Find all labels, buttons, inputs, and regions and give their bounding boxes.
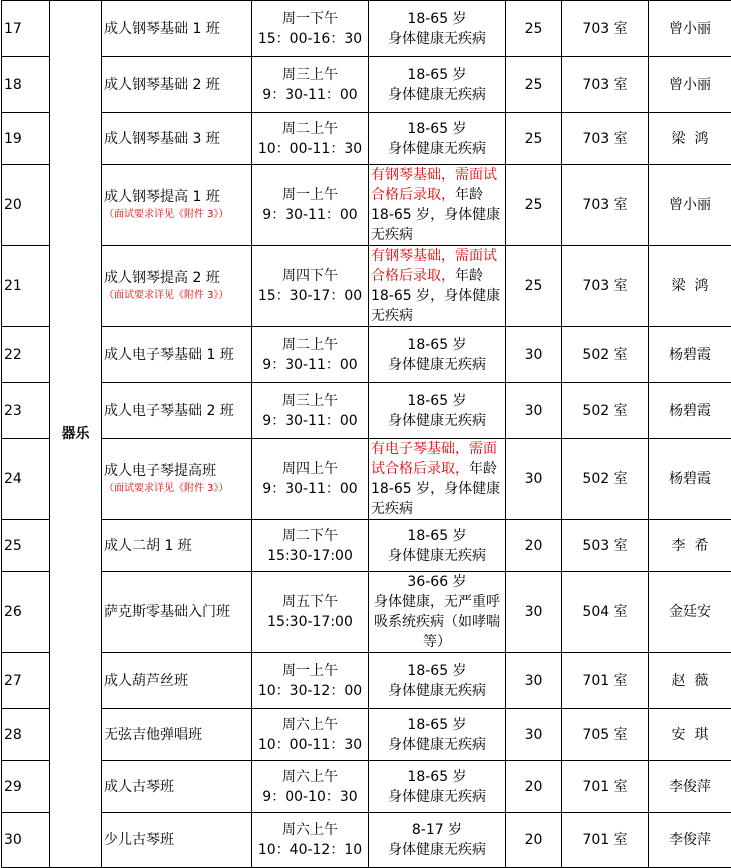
room: 701 室 xyxy=(582,673,627,689)
schedule-hours: 15:30-17:00 xyxy=(254,612,366,632)
row-number-cell xyxy=(2,327,50,383)
requirement-text: 18-65 岁 身体健康无疾病 xyxy=(388,391,486,431)
room: 504 室 xyxy=(582,604,627,620)
schedule-hours: 9：30-11：00 xyxy=(254,479,366,499)
capacity-cell xyxy=(506,520,562,572)
schedule-time-cell xyxy=(252,813,369,868)
row-number: 25 xyxy=(4,538,22,554)
room: 703 室 xyxy=(582,131,627,147)
schedule-day: 周六上午 xyxy=(254,715,366,735)
schedule-day: 周二上午 xyxy=(254,335,366,355)
room-cell xyxy=(562,383,649,439)
requirement-cell xyxy=(369,246,506,327)
schedule-hours: 9：30-11：00 xyxy=(254,355,366,375)
schedule-day: 周三上午 xyxy=(254,65,366,85)
capacity: 30 xyxy=(525,604,543,620)
teacher-cell xyxy=(649,653,731,709)
capacity: 25 xyxy=(525,278,543,294)
schedule-day: 周三上午 xyxy=(254,391,366,411)
requirement-cell xyxy=(369,709,506,761)
requirement-text: 18-65 岁 身体健康无疾病 xyxy=(388,9,486,49)
room-cell xyxy=(562,327,649,383)
requirement-text: 36-66 岁 身体健康，无严重呼吸系统疾病（如哮喘等） xyxy=(371,572,503,652)
course-name-cell xyxy=(102,327,252,383)
course-name: 成人电子琴基础 1 班 xyxy=(104,347,234,363)
table-row xyxy=(2,653,731,709)
teacher: 安 琪 xyxy=(672,727,709,743)
course-name: 少儿古琴班 xyxy=(104,832,174,848)
row-number-cell xyxy=(2,113,50,165)
requirement-highlight: 有钢琴基础，需面试合格后录取， xyxy=(371,167,497,203)
schedule-time-cell xyxy=(252,1,369,57)
row-number: 19 xyxy=(4,131,22,147)
teacher: 赵 薇 xyxy=(672,673,709,689)
room: 701 室 xyxy=(582,832,627,848)
teacher-cell xyxy=(649,709,731,761)
row-number: 17 xyxy=(4,21,22,37)
capacity-cell xyxy=(506,165,562,246)
requirement-cell xyxy=(369,113,506,165)
room-cell xyxy=(562,165,649,246)
capacity-cell xyxy=(506,1,562,57)
requirement-highlight: 有电子琴基础，需面试合格后录取， xyxy=(371,441,497,477)
requirement-text: 18-65 岁 身体健康无疾病 xyxy=(388,119,486,159)
schedule-hours: 9：30-11：00 xyxy=(254,411,366,431)
row-number: 18 xyxy=(4,77,22,93)
room: 703 室 xyxy=(582,278,627,294)
requirement-cell xyxy=(369,653,506,709)
table-row xyxy=(2,113,731,165)
room: 502 室 xyxy=(582,347,627,363)
teacher-cell xyxy=(649,572,731,653)
schedule-time-cell xyxy=(252,383,369,439)
row-number-cell xyxy=(2,246,50,327)
course-name-cell xyxy=(102,813,252,868)
capacity: 20 xyxy=(525,832,543,848)
row-number-cell xyxy=(2,57,50,113)
room: 703 室 xyxy=(582,21,627,37)
schedule-day: 周一上午 xyxy=(254,661,366,681)
schedule-time-cell xyxy=(252,113,369,165)
schedule-hours: 15：30-17：00 xyxy=(254,286,366,306)
teacher: 杨碧霞 xyxy=(669,347,711,363)
interview-note: （面试要求详见《附件 3》） xyxy=(104,481,249,497)
schedule-hours: 10：00-11：30 xyxy=(254,139,366,159)
room-cell xyxy=(562,57,649,113)
capacity: 20 xyxy=(525,538,543,554)
capacity: 30 xyxy=(525,673,543,689)
category-cell xyxy=(50,1,102,868)
capacity-cell xyxy=(506,246,562,327)
table-row xyxy=(2,57,731,113)
requirement-text: 18-65 岁 身体健康无疾病 xyxy=(388,335,486,375)
requirement-text: 年龄 18-65 岁，身体健康无疾病 xyxy=(371,461,500,517)
requirement-text: 年龄 18-65 岁，身体健康无疾病 xyxy=(371,268,500,324)
row-number-cell xyxy=(2,439,50,520)
schedule-hours: 10：30-12：00 xyxy=(254,681,366,701)
schedule-day: 周四上午 xyxy=(254,459,366,479)
row-number-cell xyxy=(2,761,50,813)
schedule-hours: 9：30-11：00 xyxy=(254,85,366,105)
table-row xyxy=(2,813,731,868)
course-name-cell xyxy=(102,165,252,246)
schedule-day: 周六上午 xyxy=(254,767,366,787)
table-row xyxy=(2,246,731,327)
room: 703 室 xyxy=(582,77,627,93)
requirement-cell xyxy=(369,761,506,813)
requirement-highlight: 有钢琴基础，需面试合格后录取， xyxy=(371,248,497,284)
teacher-cell xyxy=(649,1,731,57)
requirement-text: 18-65 岁 身体健康无疾病 xyxy=(388,715,486,755)
teacher-cell xyxy=(649,761,731,813)
course-name-cell xyxy=(102,439,252,520)
row-number: 29 xyxy=(4,779,22,795)
requirement-cell xyxy=(369,572,506,653)
requirement-text: 18-65 岁 身体健康无疾病 xyxy=(388,661,486,701)
requirement-cell xyxy=(369,327,506,383)
room-cell xyxy=(562,813,649,868)
capacity-cell xyxy=(506,439,562,520)
schedule-hours: 9：30-11：00 xyxy=(254,205,366,225)
schedule-day: 周一上午 xyxy=(254,185,366,205)
schedule-day: 周二下午 xyxy=(254,526,366,546)
course-schedule-table xyxy=(1,0,731,868)
capacity: 30 xyxy=(525,471,543,487)
capacity-cell xyxy=(506,113,562,165)
schedule-time-cell xyxy=(252,653,369,709)
capacity-cell xyxy=(506,709,562,761)
schedule-time-cell xyxy=(252,709,369,761)
row-number: 27 xyxy=(4,673,22,689)
room-cell xyxy=(562,761,649,813)
room-cell xyxy=(562,439,649,520)
schedule-hours: 15:30-17:00 xyxy=(254,546,366,566)
schedule-time-cell xyxy=(252,246,369,327)
room-cell xyxy=(562,113,649,165)
teacher-cell xyxy=(649,520,731,572)
requirement-text: 年龄 18-65 岁，身体健康无疾病 xyxy=(371,187,500,243)
teacher: 李 希 xyxy=(672,538,709,554)
schedule-time-cell xyxy=(252,327,369,383)
schedule-hours: 10：00-11：30 xyxy=(254,735,366,755)
schedule-day: 周四下午 xyxy=(254,266,366,286)
teacher-cell xyxy=(649,327,731,383)
capacity: 25 xyxy=(525,131,543,147)
table-body xyxy=(2,1,731,868)
requirement-cell xyxy=(369,1,506,57)
teacher-cell xyxy=(649,246,731,327)
room-cell xyxy=(562,572,649,653)
course-name: 成人葫芦丝班 xyxy=(104,673,188,689)
table-row xyxy=(2,383,731,439)
course-name: 萨克斯零基础入门班 xyxy=(104,604,230,620)
course-name: 无弦吉他弹唱班 xyxy=(104,727,202,743)
row-number: 26 xyxy=(4,604,22,620)
row-number-cell xyxy=(2,813,50,868)
room: 502 室 xyxy=(582,471,627,487)
schedule-time-cell xyxy=(252,57,369,113)
row-number: 30 xyxy=(4,832,22,848)
course-name-cell xyxy=(102,1,252,57)
teacher: 曾小丽 xyxy=(669,197,711,213)
row-number-cell xyxy=(2,709,50,761)
row-number-cell xyxy=(2,383,50,439)
room: 705 室 xyxy=(582,727,627,743)
capacity: 25 xyxy=(525,197,543,213)
course-name: 成人古琴班 xyxy=(104,779,174,795)
course-name: 成人钢琴基础 1 班 xyxy=(104,21,220,37)
table-row xyxy=(2,520,731,572)
course-name-cell xyxy=(102,653,252,709)
capacity-cell xyxy=(506,57,562,113)
requirement-text: 18-65 岁 身体健康无疾病 xyxy=(388,767,486,807)
capacity: 25 xyxy=(525,21,543,37)
room: 502 室 xyxy=(582,403,627,419)
requirement-cell xyxy=(369,813,506,868)
teacher: 曾小丽 xyxy=(669,77,711,93)
teacher-cell xyxy=(649,113,731,165)
requirement-cell xyxy=(369,520,506,572)
room-cell xyxy=(562,709,649,761)
course-name-cell xyxy=(102,520,252,572)
row-number: 20 xyxy=(4,197,22,213)
category-label: 器乐 xyxy=(62,426,90,442)
schedule-hours: 15：00-16：30 xyxy=(254,29,366,49)
requirement-cell xyxy=(369,57,506,113)
schedule-day: 周六上午 xyxy=(254,820,366,840)
capacity: 30 xyxy=(525,727,543,743)
room: 701 室 xyxy=(582,779,627,795)
capacity: 25 xyxy=(525,77,543,93)
teacher-cell xyxy=(649,813,731,868)
course-name: 成人钢琴基础 3 班 xyxy=(104,131,220,147)
schedule-hours: 10：40-12：10 xyxy=(254,840,366,860)
schedule-time-cell xyxy=(252,520,369,572)
row-number: 23 xyxy=(4,403,22,419)
table-row xyxy=(2,1,731,57)
teacher-cell xyxy=(649,439,731,520)
capacity-cell xyxy=(506,653,562,709)
row-number: 22 xyxy=(4,347,22,363)
room-cell xyxy=(562,520,649,572)
row-number-cell xyxy=(2,1,50,57)
table-row xyxy=(2,709,731,761)
course-name: 成人钢琴提高 2 班 xyxy=(104,270,220,286)
capacity-cell xyxy=(506,813,562,868)
teacher-cell xyxy=(649,165,731,246)
course-name: 成人钢琴基础 2 班 xyxy=(104,77,220,93)
course-name: 成人电子琴基础 2 班 xyxy=(104,403,234,419)
room: 703 室 xyxy=(582,197,627,213)
course-name-cell xyxy=(102,57,252,113)
table-row xyxy=(2,165,731,246)
requirement-cell xyxy=(369,439,506,520)
row-number-cell xyxy=(2,165,50,246)
capacity-cell xyxy=(506,327,562,383)
course-name: 成人二胡 1 班 xyxy=(104,538,192,554)
teacher-cell xyxy=(649,383,731,439)
requirement-cell xyxy=(369,165,506,246)
teacher: 梁 鸿 xyxy=(672,131,709,147)
row-number-cell xyxy=(2,572,50,653)
capacity: 20 xyxy=(525,779,543,795)
row-number: 28 xyxy=(4,727,22,743)
table-row xyxy=(2,439,731,520)
course-name-cell xyxy=(102,246,252,327)
teacher-cell xyxy=(649,57,731,113)
requirement-text: 8-17 岁 身体健康无疾病 xyxy=(388,820,486,860)
capacity-cell xyxy=(506,383,562,439)
teacher: 杨碧霞 xyxy=(669,403,711,419)
course-name: 成人电子琴提高班 xyxy=(104,463,216,479)
course-name-cell xyxy=(102,709,252,761)
schedule-time-cell xyxy=(252,165,369,246)
interview-note: （面试要求详见《附件 3》） xyxy=(104,207,249,223)
row-number: 21 xyxy=(4,278,22,294)
table-row xyxy=(2,572,731,653)
schedule-time-cell xyxy=(252,572,369,653)
teacher: 曾小丽 xyxy=(669,21,711,37)
table-row xyxy=(2,327,731,383)
course-name-cell xyxy=(102,761,252,813)
course-name-cell xyxy=(102,572,252,653)
capacity: 30 xyxy=(525,347,543,363)
row-number-cell xyxy=(2,520,50,572)
room-cell xyxy=(562,653,649,709)
schedule-day: 周五下午 xyxy=(254,592,366,612)
row-number-cell xyxy=(2,653,50,709)
schedule-day: 周一下午 xyxy=(254,9,366,29)
capacity-cell xyxy=(506,572,562,653)
room-cell xyxy=(562,246,649,327)
table-row xyxy=(2,761,731,813)
capacity: 30 xyxy=(525,403,543,419)
teacher: 金廷安 xyxy=(669,604,711,620)
row-number: 24 xyxy=(4,471,22,487)
schedule-time-cell xyxy=(252,439,369,520)
schedule-hours: 9：00-10：30 xyxy=(254,787,366,807)
requirement-text: 18-65 岁 身体健康无疾病 xyxy=(388,65,486,105)
course-name-cell xyxy=(102,113,252,165)
teacher: 梁 鸿 xyxy=(672,278,709,294)
room: 503 室 xyxy=(582,538,627,554)
schedule-day: 周二上午 xyxy=(254,119,366,139)
course-name: 成人钢琴提高 1 班 xyxy=(104,189,220,205)
teacher: 李俊萍 xyxy=(669,779,711,795)
teacher: 李俊萍 xyxy=(669,832,711,848)
requirement-text: 18-65 岁 身体健康无疾病 xyxy=(388,526,486,566)
requirement-cell xyxy=(369,383,506,439)
schedule-time-cell xyxy=(252,761,369,813)
course-name-cell xyxy=(102,383,252,439)
capacity-cell xyxy=(506,761,562,813)
teacher: 杨碧霞 xyxy=(669,471,711,487)
interview-note: （面试要求详见《附件 3》） xyxy=(104,288,249,304)
room-cell xyxy=(562,1,649,57)
